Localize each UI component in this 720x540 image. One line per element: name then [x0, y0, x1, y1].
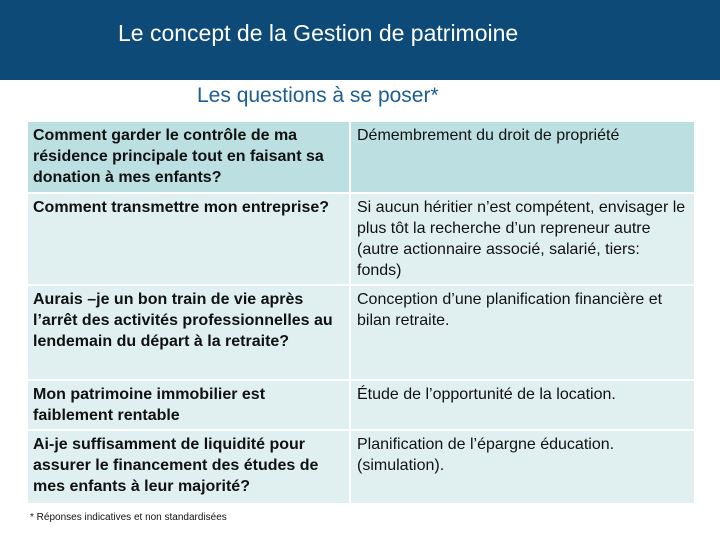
table-row	[28, 122, 694, 194]
footnote: * Réponses indicatives et non standardisées	[30, 512, 227, 523]
table-row	[28, 286, 694, 381]
answer-cell: Planification de l’épargne éducation. (simulation).	[351, 431, 694, 505]
table-row	[28, 194, 694, 286]
answer-cell: Démembrement du droit de propriété	[351, 122, 694, 194]
question-cell: Comment garder le contrôle de ma résidence principale tout en faisant sa donation à mes enfants?	[28, 122, 351, 194]
question-cell: Aurais –je un bon train de vie après l’arrêt des activités professionnelles au lendemain du départ à la retraite?	[28, 286, 351, 381]
answer-cell: Conception d’une planification financière et bilan retraite.	[351, 286, 694, 381]
answer-cell: Si aucun héritier n’est compétent, envisager le plus tôt la recherche d’un repreneur autre (autre actionnaire associé, salarié, tiers: fonds)	[351, 194, 694, 286]
slide-subtitle: Les questions à se poser*	[197, 84, 439, 107]
question-cell: Mon patrimoine immobilier est faiblement rentable	[28, 381, 351, 431]
question-cell: Ai-je suffisamment de liquidité pour assurer le financement des études de mes enfants à leur majorité?	[28, 431, 351, 505]
question-cell: Comment transmettre mon entreprise?	[28, 194, 351, 286]
table-row	[28, 431, 694, 505]
slide-title: Le concept de la Gestion de patrimoine	[118, 20, 519, 46]
questions-table	[28, 122, 694, 505]
title-bar	[0, 0, 720, 80]
answer-cell: Étude de l’opportunité de la location.	[351, 381, 694, 431]
table-row	[28, 381, 694, 431]
